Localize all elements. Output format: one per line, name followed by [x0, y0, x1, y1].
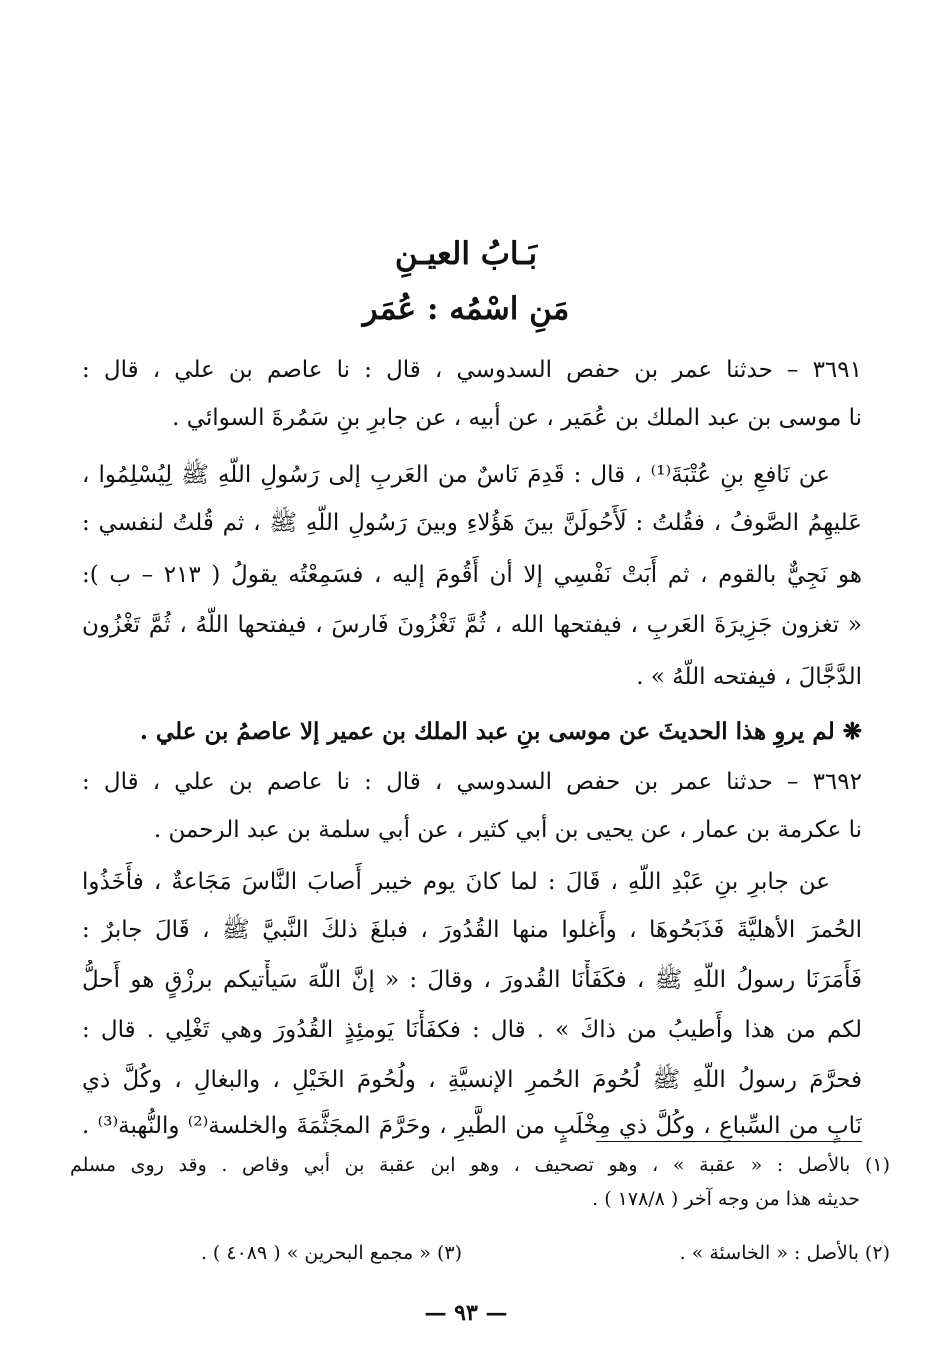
- hadith-3692-line-5: فَأَمَرَنَا رسولُ اللّهِ ﷺ ، فكَفَأْنَا القُدورَ ، وقالَ : « إنَّ اللّهَ سَيأْتيكم برزْقٍ هو أَحلُّ: [82, 967, 862, 993]
- hadith-3692-line-2: نا عكرمة بن عمار ، عن يحيى بن أبي كثير ، عن أبي سلمة بن عبد الرحمن .: [153, 817, 862, 843]
- hadith-3691-line-1: ٣٦٩١ – حدثنا عمر بن حفص السدوسي ، قال : نا عاصم بن علي ، قال :: [82, 357, 862, 383]
- section-title: مَنِ اسْمُه : عُمَر: [362, 291, 570, 327]
- chapter-title: بَـابُ العيـنِ: [394, 236, 538, 272]
- footnote-1-line-1: (١) بالأصل : « عقبة » ، وهو تصحيف ، وهو ابن عقبة بن أبي وقاص . وقد روى مسلم: [70, 1154, 890, 1176]
- footnote-1-line-2: حديثه هذا من وجه آخر ( ١٧٨/٨ ) .: [592, 1188, 860, 1210]
- hadith-3692-line-7: فحرَّمَ رسولُ اللّهِ ﷺ لُحُومَ الحُمرِ الإنسيَّةِ ، ولُحُومَ الخَيْلِ ، والبغالِ ، وكُلَّ ذي: [82, 1067, 862, 1093]
- footnote-divider: [596, 1141, 862, 1142]
- transmission-note: ❋ لم يروِ هذا الحديثَ عن موسى بنِ عبد الملك بن عمير إلا عاصمُ بن علي .: [139, 718, 862, 745]
- hadith-3692-line-8: نَابٍ من السِّباعِ ، وكُلَّ ذي مِخْلَبٍ من الطَّيرِ ، وحَرَّمَ المجَثَّمَةَ والخلسة⁽²⁾ والنُّهبة⁽³⁾ .: [82, 1113, 862, 1139]
- hadith-3691-line-2: نا موسى بن عبد الملك بن عُمَير ، عن أبيه ، عن جابرِ بنِ سَمُرةَ السوائي .: [172, 405, 862, 431]
- footnote-2: (٢) بالأصل : « الخاسئة » .: [679, 1242, 890, 1264]
- hadith-3691-line-4: عَليهِمُ الصَّوفُ ، فقُلتُ : لَأَحُولَنَّ بينَ هَؤُلاءِ وبينَ رَسُولِ اللّهِ ﷺ ، ثم قُلتُ لنفسي :: [82, 510, 862, 536]
- hadith-3692-line-4: الحُمرَ الأهليَّةَ فَذَبَحُوهَا ، وأَغلوا منها القُدُورَ ، فبلغَ ذلكَ النَّبيَّ ﷺ ، قَالَ جابرٌ :: [82, 917, 862, 943]
- hadith-3691-line-5: هو نَجِيٌّ بالقوم ، ثم أَبَتْ نَفْسِي إلا أن أَقُومَ إليه ، فسَمِعْتُه يقولُ ( ٢١٣ – ب ):: [82, 562, 862, 588]
- hadith-3692-line-6: لكم من هذا وأَطيبُ من ذاكَ » . قال : فكفَأْنَا يَومئِذٍ القُدُورَ وهي تَغْلِي . قال :: [82, 1017, 862, 1043]
- hadith-3691-line-6: « تغزون جَزِيرَةَ العَربِ ، فيفتحها الله ، ثُمَّ تَغْزُونَ فَارسَ ، فيفتحها اللّهُ ، ثُمَّ تَغْزُون: [82, 612, 862, 638]
- page-number: — ٩٣ —: [424, 1300, 508, 1326]
- hadith-3691-line-3: عن نَافعِ بنِ عُتْبَةَ⁽¹⁾ ، قال : قَدِمَ نَاسٌ من العَربِ إلى رَسُولِ اللّهِ ﷺ لِيُسْلِمُوا ،: [82, 462, 830, 488]
- hadith-3691-line-7: الدَّجَّالَ ، فيفتحه اللّهُ » .: [636, 664, 862, 690]
- hadith-3692-line-3: عن جابرِ بنِ عَبْدِ اللّهِ ، قَالَ : لما كانَ يوم خيبر أَصابَ النَّاسَ مَجَاعةٌ ، فأَخَذُوا: [82, 869, 830, 895]
- footnote-3: (٣) « مجمع البحرين » ( ٤٠٨٩ ) .: [200, 1242, 462, 1264]
- hadith-3692-line-1: ٣٦٩٢ – حدثنا عمر بن حفص السدوسي ، قال : نا عاصم بن علي ، قال :: [82, 769, 862, 795]
